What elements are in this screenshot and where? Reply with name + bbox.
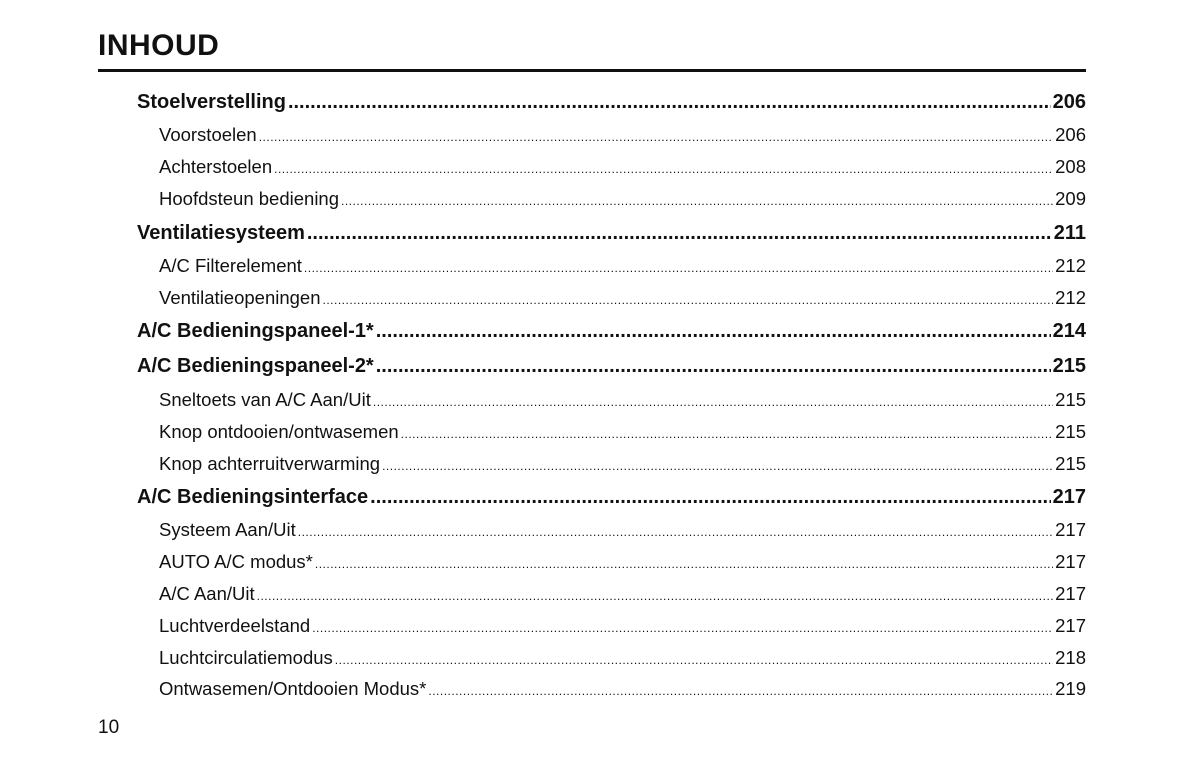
toc-dot-leader <box>288 87 1051 117</box>
toc-entry-sneltoets-ac[interactable] <box>159 385 1086 415</box>
toc-entry-label: Voorstoelen <box>159 124 257 145</box>
toc-entry-label: AUTO A/C modus* <box>159 551 313 572</box>
toc-dot-leader <box>335 645 1053 673</box>
toc-entry-label: Achterstoelen <box>159 156 273 177</box>
toc-entry-voorstoelen[interactable] <box>159 120 1086 150</box>
toc-dot-leader <box>382 451 1053 479</box>
toc-entry-label: Sneltoets van A/C Aan/Uit <box>159 389 371 410</box>
toc-entry-label: Systeem Aan/Uit <box>159 519 296 540</box>
toc-entry-systeem-aan-uit[interactable] <box>159 515 1086 545</box>
page-number: 10 <box>98 717 120 738</box>
toc-dot-leader <box>312 613 1053 641</box>
toc-entry-ac-bedieningspaneel-1[interactable] <box>137 316 1086 346</box>
toc-entry-page: 218 <box>1055 647 1086 668</box>
toc-dot-leader <box>315 549 1053 577</box>
toc-entry-ac-bedieningspaneel-2[interactable] <box>137 351 1086 381</box>
toc-entry-label: Luchtcirculatiemodus <box>159 647 333 668</box>
toc-dot-leader <box>257 581 1053 609</box>
toc-dot-leader <box>323 285 1054 313</box>
toc-entry-knop-achterruitverwarming[interactable] <box>159 449 1086 479</box>
toc-entry-knop-ontdooien[interactable] <box>159 417 1086 447</box>
toc-entry-label: Knop achterruitverwarming <box>159 453 381 474</box>
toc-entry-label: Ventilatiesysteem <box>137 222 305 244</box>
toc-entry-page: 215 <box>1055 389 1086 410</box>
toc-entry-ontwasemen-ontdooien-modus[interactable] <box>159 674 1086 704</box>
toc-entry-achterstoelen[interactable] <box>159 152 1086 182</box>
toc-dot-leader <box>307 218 1052 248</box>
toc-dot-leader <box>373 387 1053 415</box>
toc-entry-page: 217 <box>1052 486 1086 508</box>
toc-entry-page: 215 <box>1055 421 1086 442</box>
toc-entry-ac-aan-uit[interactable] <box>159 579 1086 609</box>
title-divider <box>98 69 1086 72</box>
toc-entry-page: 219 <box>1055 678 1086 699</box>
toc-dot-leader <box>376 351 1051 381</box>
toc-entry-auto-ac-modus[interactable] <box>159 547 1086 577</box>
toc-entry-label: A/C Bedieningsinterface <box>137 486 369 508</box>
toc-entry-page: 214 <box>1052 320 1086 342</box>
toc-entry-page: 206 <box>1055 124 1086 145</box>
toc-dot-leader <box>341 186 1053 214</box>
page-title: INHOUD <box>98 29 220 62</box>
toc-entry-page: 211 <box>1053 222 1086 244</box>
toc-entry-label: Ventilatieopeningen <box>159 287 321 308</box>
toc-entry-page: 212 <box>1055 255 1086 276</box>
toc-dot-leader <box>376 316 1051 346</box>
toc-entry-page: 217 <box>1055 551 1086 572</box>
toc-entry-ventilatiesysteem[interactable] <box>137 218 1086 248</box>
toc-entry-luchtverdeelstand[interactable] <box>159 611 1086 641</box>
toc-entry-label: Hoofdsteun bediening <box>159 188 340 209</box>
toc-entry-page: 208 <box>1055 156 1086 177</box>
toc-dot-leader <box>298 517 1053 545</box>
toc-entry-label: A/C Bedieningspaneel-1* <box>137 320 374 342</box>
toc-entry-label: A/C Filterelement <box>159 255 302 276</box>
toc-entry-label: Stoelverstelling <box>137 91 286 113</box>
toc-entry-page: 212 <box>1055 287 1086 308</box>
toc-dot-leader <box>259 122 1053 150</box>
toc-dot-leader <box>428 676 1053 704</box>
toc-entry-page: 206 <box>1052 91 1086 113</box>
toc-entry-page: 215 <box>1055 453 1086 474</box>
toc-entry-page: 217 <box>1055 583 1086 604</box>
toc-entry-page: 217 <box>1055 519 1086 540</box>
toc-dot-leader <box>401 419 1053 447</box>
toc-entry-page: 215 <box>1052 355 1086 377</box>
toc-entry-ventilatieopeningen[interactable] <box>159 283 1086 313</box>
toc-entry-label: Knop ontdooien/ontwasemen <box>159 421 399 442</box>
toc-entry-label: Luchtverdeelstand <box>159 615 311 636</box>
toc-entry-label: A/C Aan/Uit <box>159 583 255 604</box>
toc-entry-ac-bedieningsinterface[interactable] <box>137 482 1086 512</box>
toc-dot-leader <box>370 482 1050 512</box>
toc-entry-label: A/C Bedieningspaneel-2* <box>137 355 374 377</box>
toc-entry-stoelverstelling[interactable] <box>137 87 1086 117</box>
toc-entry-page: 217 <box>1055 615 1086 636</box>
toc-entry-hoofdsteun-bediening[interactable] <box>159 184 1086 214</box>
toc-entry-ac-filterelement[interactable] <box>159 251 1086 281</box>
toc-entry-luchtcirculatiemodus[interactable] <box>159 643 1086 673</box>
toc-dot-leader <box>304 253 1053 281</box>
toc-entry-page: 209 <box>1055 188 1086 209</box>
toc-dot-leader <box>274 154 1053 182</box>
toc-entry-label: Ontwasemen/Ontdooien Modus* <box>159 678 427 699</box>
